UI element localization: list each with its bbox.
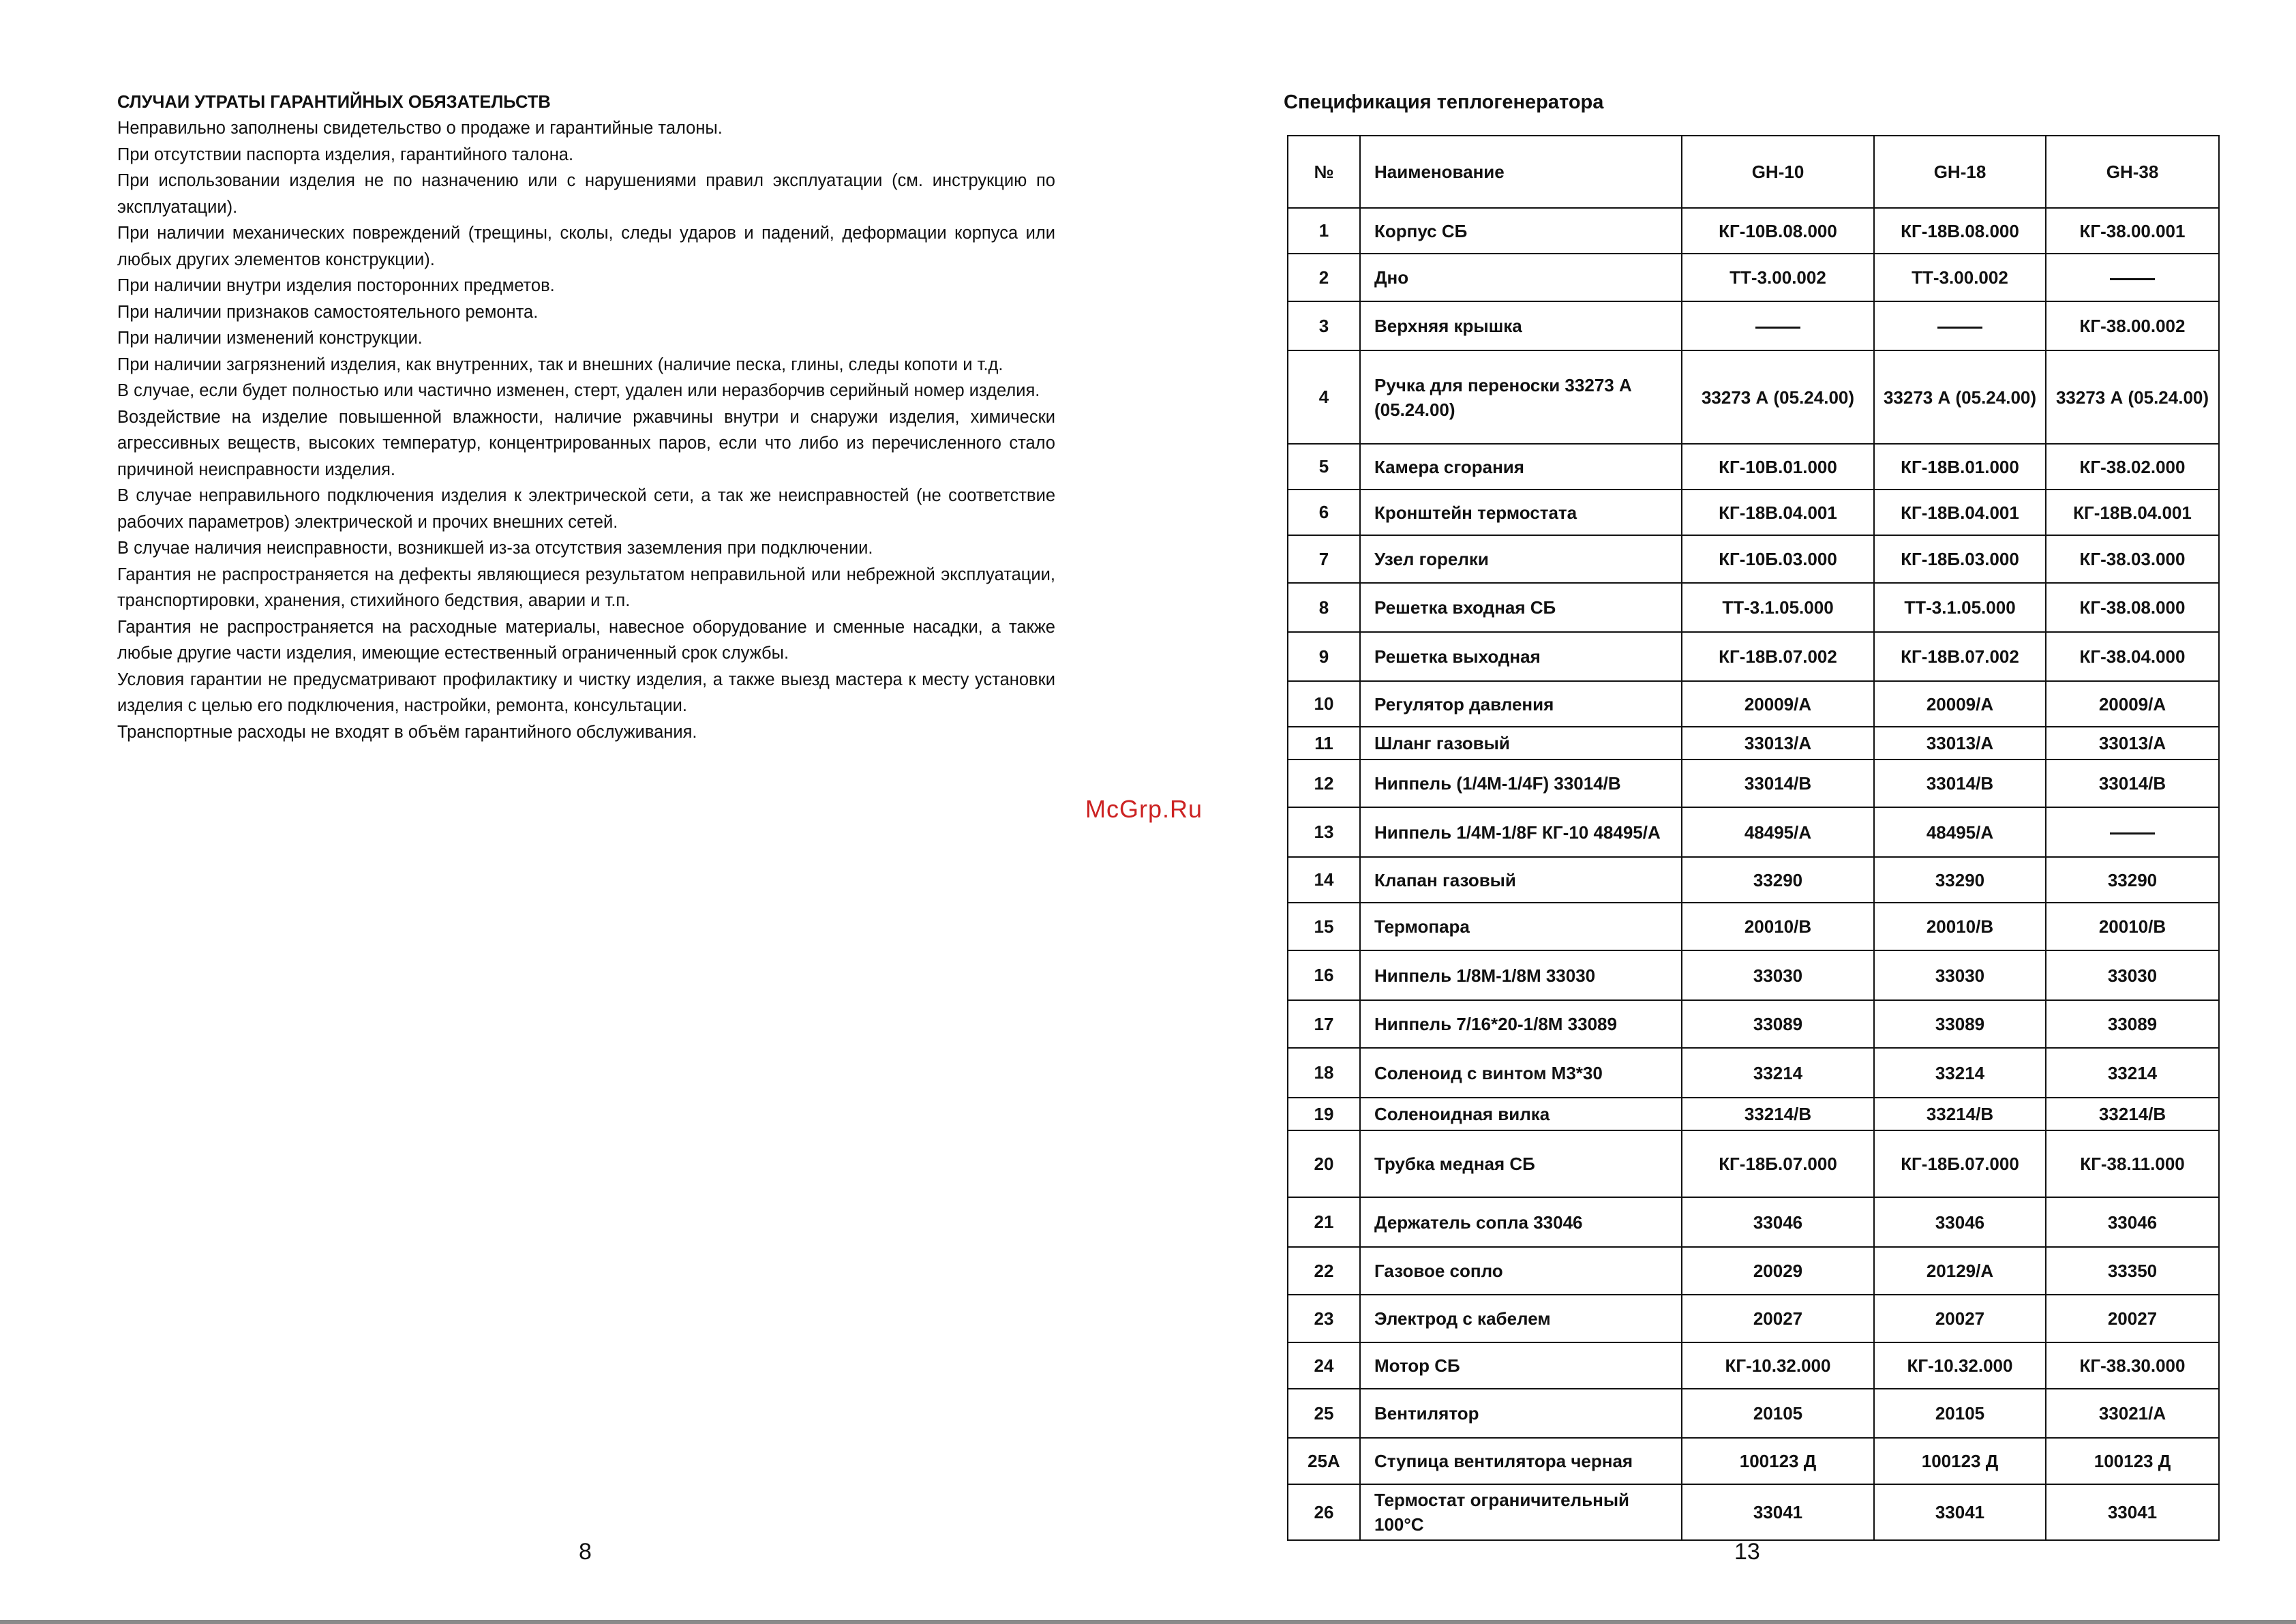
- table-row: [1288, 1048, 2219, 1098]
- table-row: [1288, 1247, 2219, 1295]
- row-number: 24: [1288, 1342, 1360, 1389]
- row-number: 19: [1288, 1098, 1360, 1130]
- not-applicable-dash: [1755, 327, 1800, 329]
- row-number: 2: [1288, 254, 1360, 301]
- code-gh38: КГ-38.03.000: [2046, 535, 2219, 583]
- part-name: Соленоидная вилка: [1360, 1098, 1682, 1130]
- warranty-loss-item: Гарантия не распространяется на дефекты являющиеся результатом неправильной или небрежной эксплуатации, транспортировки, хранения, стихийного бедствия, аварии и т.п.: [117, 565, 1055, 610]
- code-gh18: 20009/А: [1874, 681, 2046, 727]
- spec-header-row: [1288, 136, 2219, 208]
- warranty-loss-item: В случае неправильного подключения изделия к электрической сети, а так же неисправностей (не соответствие рабочих параметров) электрической и прочих внешних сетей.: [117, 486, 1055, 532]
- row-number: 7: [1288, 535, 1360, 583]
- code-gh10: 33290: [1682, 857, 1874, 903]
- header-gh38: GH-38: [2046, 136, 2219, 208]
- spec-table: [1287, 135, 2220, 1541]
- code-gh10: КГ-10Б.03.000: [1682, 535, 1874, 583]
- part-name: Дно: [1360, 254, 1682, 301]
- row-number: 8: [1288, 583, 1360, 632]
- code-gh18: 33013/А: [1874, 727, 2046, 760]
- code-gh10: КГ-10В.08.000: [1682, 208, 1874, 254]
- code-gh38: КГ-38.08.000: [2046, 583, 2219, 632]
- part-name: Шланг газовый: [1360, 727, 1682, 760]
- table-row: [1288, 490, 2219, 535]
- code-gh10: 33273 А (05.24.00): [1682, 350, 1874, 444]
- part-name: Ступица вентилятора черная: [1360, 1438, 1682, 1484]
- row-number: 11: [1288, 727, 1360, 760]
- code-gh18: КГ-18В.07.002: [1874, 632, 2046, 681]
- warranty-loss-item: В случае, если будет полностью или частично изменен, стерт, удален или неразборчив серийный номер изделия.: [117, 381, 1040, 400]
- code-gh38: 33046: [2046, 1197, 2219, 1247]
- table-row: [1288, 254, 2219, 301]
- part-name: Камера сгорания: [1360, 444, 1682, 490]
- code-gh38: КГ-18В.04.001: [2046, 490, 2219, 535]
- warranty-loss-item: При использовании изделия не по назначению или с нарушениями правил эксплуатации (см. инструкцию по эксплуатации).: [117, 171, 1055, 217]
- code-gh38: [2046, 807, 2219, 857]
- code-gh18: 20010/В: [1874, 903, 2046, 950]
- row-number: 3: [1288, 301, 1360, 350]
- code-gh38: 20009/А: [2046, 681, 2219, 727]
- code-gh38: 100123 Д: [2046, 1438, 2219, 1484]
- part-name: Ниппель 1/8М-1/8М 33030: [1360, 950, 1682, 1000]
- code-gh10: 20010/В: [1682, 903, 1874, 950]
- not-applicable-dash: [2110, 278, 2155, 280]
- table-row: [1288, 1389, 2219, 1438]
- table-row: [1288, 857, 2219, 903]
- left-page: [117, 89, 1055, 745]
- code-gh38: КГ-38.04.000: [2046, 632, 2219, 681]
- code-gh18: 33046: [1874, 1197, 2046, 1247]
- warranty-loss-item: Воздействие на изделие повышенной влажности, наличие ржавчины внутри и снаружи изделия, химически агрессивных веществ, высоких температур, концентрированных паров, если что либо из перечисленного стало причиной неисправности изделия.: [117, 407, 1055, 479]
- code-gh10: КГ-18Б.07.000: [1682, 1130, 1874, 1197]
- row-number: 1: [1288, 208, 1360, 254]
- part-name: Трубка медная СБ: [1360, 1130, 1682, 1197]
- part-name: Ниппель 7/16*20-1/8М 33089: [1360, 1000, 1682, 1048]
- code-gh18: КГ-18Б.03.000: [1874, 535, 2046, 583]
- row-number: 9: [1288, 632, 1360, 681]
- row-number: 25А: [1288, 1438, 1360, 1484]
- code-gh18: КГ-18Б.07.000: [1874, 1130, 2046, 1197]
- code-gh10: 33089: [1682, 1000, 1874, 1048]
- warranty-loss-item: Условия гарантии не предусматривают профилактику и чистку изделия, а также выезд мастера к месту установки изделия с целью его подключения, настройки, ремонта, консультации.: [117, 670, 1055, 715]
- code-gh10: 48495/А: [1682, 807, 1874, 857]
- code-gh38: 33030: [2046, 950, 2219, 1000]
- code-gh18: 100123 Д: [1874, 1438, 2046, 1484]
- code-gh38: 20027: [2046, 1295, 2219, 1342]
- code-gh18: 33030: [1874, 950, 2046, 1000]
- part-name: Термопара: [1360, 903, 1682, 950]
- code-gh38: 33214: [2046, 1048, 2219, 1098]
- not-applicable-dash: [1937, 327, 1982, 329]
- code-gh38: КГ-38.30.000: [2046, 1342, 2219, 1389]
- code-gh38: 33350: [2046, 1247, 2219, 1295]
- table-row: [1288, 1484, 2219, 1540]
- page-number-left: 8: [579, 1539, 592, 1565]
- code-gh10: 33030: [1682, 950, 1874, 1000]
- part-name: Ниппель 1/4М-1/8F КГ-10 48495/А: [1360, 807, 1682, 857]
- code-gh10: 33014/В: [1682, 760, 1874, 807]
- not-applicable-dash: [2110, 832, 2155, 834]
- part-name: Электрод с кабелем: [1360, 1295, 1682, 1342]
- code-gh38: 33273 А (05.24.00): [2046, 350, 2219, 444]
- warranty-loss-item: При наличии загрязнений изделия, как внутренних, так и внешних (наличие песка, глины, следы копоти и т.д.: [117, 355, 1003, 374]
- part-name: Верхняя крышка: [1360, 301, 1682, 350]
- part-name: Термостат ограничительный 100°С: [1360, 1484, 1682, 1540]
- row-number: 20: [1288, 1130, 1360, 1197]
- part-name: Узел горелки: [1360, 535, 1682, 583]
- code-gh10: ТТ-3.00.002: [1682, 254, 1874, 301]
- code-gh18: КГ-18В.08.000: [1874, 208, 2046, 254]
- part-name: Газовое сопло: [1360, 1247, 1682, 1295]
- table-row: [1288, 1438, 2219, 1484]
- row-number: 15: [1288, 903, 1360, 950]
- code-gh18: ТТ-3.1.05.000: [1874, 583, 2046, 632]
- code-gh38: 33041: [2046, 1484, 2219, 1540]
- code-gh38: 33214/В: [2046, 1098, 2219, 1130]
- code-gh38: 33021/А: [2046, 1389, 2219, 1438]
- table-row: [1288, 1000, 2219, 1048]
- warranty-loss-item: При отсутствии паспорта изделия, гарантийного талона.: [117, 145, 574, 164]
- table-row: [1288, 1098, 2219, 1130]
- code-gh10: 20027: [1682, 1295, 1874, 1342]
- code-gh38: КГ-38.00.002: [2046, 301, 2219, 350]
- code-gh18: 20027: [1874, 1295, 2046, 1342]
- code-gh10: [1682, 301, 1874, 350]
- table-row: [1288, 350, 2219, 444]
- table-row: [1288, 1197, 2219, 1247]
- warranty-loss-item: При наличии признаков самостоятельного ремонта.: [117, 302, 539, 322]
- table-row: [1288, 727, 2219, 760]
- row-number: 17: [1288, 1000, 1360, 1048]
- code-gh38: 33089: [2046, 1000, 2219, 1048]
- code-gh10: 20009/А: [1682, 681, 1874, 727]
- code-gh10: КГ-10.32.000: [1682, 1342, 1874, 1389]
- code-gh18: КГ-18В.04.001: [1874, 490, 2046, 535]
- header-gh18: GH-18: [1874, 136, 2046, 208]
- row-number: 21: [1288, 1197, 1360, 1247]
- part-name: Решетка выходная: [1360, 632, 1682, 681]
- row-number: 6: [1288, 490, 1360, 535]
- code-gh38: 33013/А: [2046, 727, 2219, 760]
- spec-title: Спецификация теплогенератора: [1284, 91, 1604, 113]
- table-row: [1288, 760, 2219, 807]
- table-row: [1288, 208, 2219, 254]
- part-name: Корпус СБ: [1360, 208, 1682, 254]
- code-gh10: 20029: [1682, 1247, 1874, 1295]
- code-gh10: 33214/В: [1682, 1098, 1874, 1130]
- part-name: Соленоид с винтом М3*30: [1360, 1048, 1682, 1098]
- table-row: [1288, 632, 2219, 681]
- warranty-loss-item: При наличии внутри изделия посторонних предметов.: [117, 276, 555, 295]
- code-gh18: 20105: [1874, 1389, 2046, 1438]
- table-row: [1288, 681, 2219, 727]
- part-name: Мотор СБ: [1360, 1342, 1682, 1389]
- row-number: 13: [1288, 807, 1360, 857]
- code-gh18: 33214: [1874, 1048, 2046, 1098]
- header-name: Наименование: [1360, 136, 1682, 208]
- code-gh10: 33046: [1682, 1197, 1874, 1247]
- warranty-loss-item: При наличии механических повреждений (трещины, сколы, следы ударов и падений, деформации корпуса или любых других элементов конструкции).: [117, 224, 1055, 269]
- table-row: [1288, 535, 2219, 583]
- row-number: 10: [1288, 681, 1360, 727]
- part-name: Клапан газовый: [1360, 857, 1682, 903]
- bottom-edge-bar: [0, 1620, 2296, 1624]
- code-gh38: 33014/В: [2046, 760, 2219, 807]
- row-number: 14: [1288, 857, 1360, 903]
- table-row: [1288, 301, 2219, 350]
- warranty-loss-title: СЛУЧАИ УТРАТЫ ГАРАНТИЙНЫХ ОБЯЗАТЕЛЬСТВ: [117, 93, 551, 112]
- warranty-loss-item: Гарантия не распространяется на расходные материалы, навесное оборудование и сменные насадки, а также любые другие части изделия, имеющие естественный ограниченный срок службы.: [117, 617, 1055, 663]
- part-name: Ниппель (1/4М-1/4F) 33014/В: [1360, 760, 1682, 807]
- part-name: Держатель сопла 33046: [1360, 1197, 1682, 1247]
- code-gh10: 20105: [1682, 1389, 1874, 1438]
- code-gh10: 100123 Д: [1682, 1438, 1874, 1484]
- table-row: [1288, 444, 2219, 490]
- code-gh18: [1874, 301, 2046, 350]
- code-gh18: 33273 А (05.24.00): [1874, 350, 2046, 444]
- part-name: Регулятор давления: [1360, 681, 1682, 727]
- part-name: Кронштейн термостата: [1360, 490, 1682, 535]
- row-number: 26: [1288, 1484, 1360, 1540]
- code-gh10: ТТ-3.1.05.000: [1682, 583, 1874, 632]
- code-gh10: КГ-10В.01.000: [1682, 444, 1874, 490]
- part-name: Ручка для переноски 33273 А (05.24.00): [1360, 350, 1682, 444]
- code-gh18: КГ-10.32.000: [1874, 1342, 2046, 1389]
- code-gh38: КГ-38.00.001: [2046, 208, 2219, 254]
- header-gh10: GH-10: [1682, 136, 1874, 208]
- code-gh18: 33041: [1874, 1484, 2046, 1540]
- code-gh38: 33290: [2046, 857, 2219, 903]
- watermark: McGrp.Ru: [1085, 795, 1203, 823]
- code-gh18: 33214/В: [1874, 1098, 2046, 1130]
- table-row: [1288, 903, 2219, 950]
- table-row: [1288, 1295, 2219, 1342]
- warranty-loss-item: Неправильно заполнены свидетельство о продаже и гарантийные талоны.: [117, 119, 723, 138]
- warranty-loss-item: При наличии изменений конструкции.: [117, 329, 423, 348]
- code-gh10: 33214: [1682, 1048, 1874, 1098]
- code-gh18: КГ-18В.01.000: [1874, 444, 2046, 490]
- page-number-right: 13: [1734, 1539, 1760, 1565]
- table-row: [1288, 1342, 2219, 1389]
- header-number: №: [1288, 136, 1360, 208]
- row-number: 25: [1288, 1389, 1360, 1438]
- row-number: 18: [1288, 1048, 1360, 1098]
- row-number: 12: [1288, 760, 1360, 807]
- code-gh10: 33041: [1682, 1484, 1874, 1540]
- code-gh38: КГ-38.02.000: [2046, 444, 2219, 490]
- code-gh18: 33290: [1874, 857, 2046, 903]
- code-gh18: ТТ-3.00.002: [1874, 254, 2046, 301]
- code-gh38: КГ-38.11.000: [2046, 1130, 2219, 1197]
- code-gh18: 48495/А: [1874, 807, 2046, 857]
- row-number: 4: [1288, 350, 1360, 444]
- warranty-loss-item: Транспортные расходы не входят в объём гарантийного обслуживания.: [117, 722, 697, 742]
- code-gh38: 20010/В: [2046, 903, 2219, 950]
- warranty-loss-list: [117, 115, 1055, 745]
- row-number: 5: [1288, 444, 1360, 490]
- code-gh18: 33014/В: [1874, 760, 2046, 807]
- table-row: [1288, 807, 2219, 857]
- code-gh18: 33089: [1874, 1000, 2046, 1048]
- warranty-loss-item: В случае наличия неисправности, возникшей из-за отсутствия заземления при подключении.: [117, 539, 873, 558]
- code-gh10: КГ-18В.07.002: [1682, 632, 1874, 681]
- table-row: [1288, 583, 2219, 632]
- code-gh18: 20129/А: [1874, 1247, 2046, 1295]
- row-number: 16: [1288, 950, 1360, 1000]
- part-name: Решетка входная СБ: [1360, 583, 1682, 632]
- code-gh10: 33013/А: [1682, 727, 1874, 760]
- code-gh38: [2046, 254, 2219, 301]
- table-row: [1288, 950, 2219, 1000]
- table-row: [1288, 1130, 2219, 1197]
- row-number: 23: [1288, 1295, 1360, 1342]
- code-gh10: КГ-18В.04.001: [1682, 490, 1874, 535]
- part-name: Вентилятор: [1360, 1389, 1682, 1438]
- row-number: 22: [1288, 1247, 1360, 1295]
